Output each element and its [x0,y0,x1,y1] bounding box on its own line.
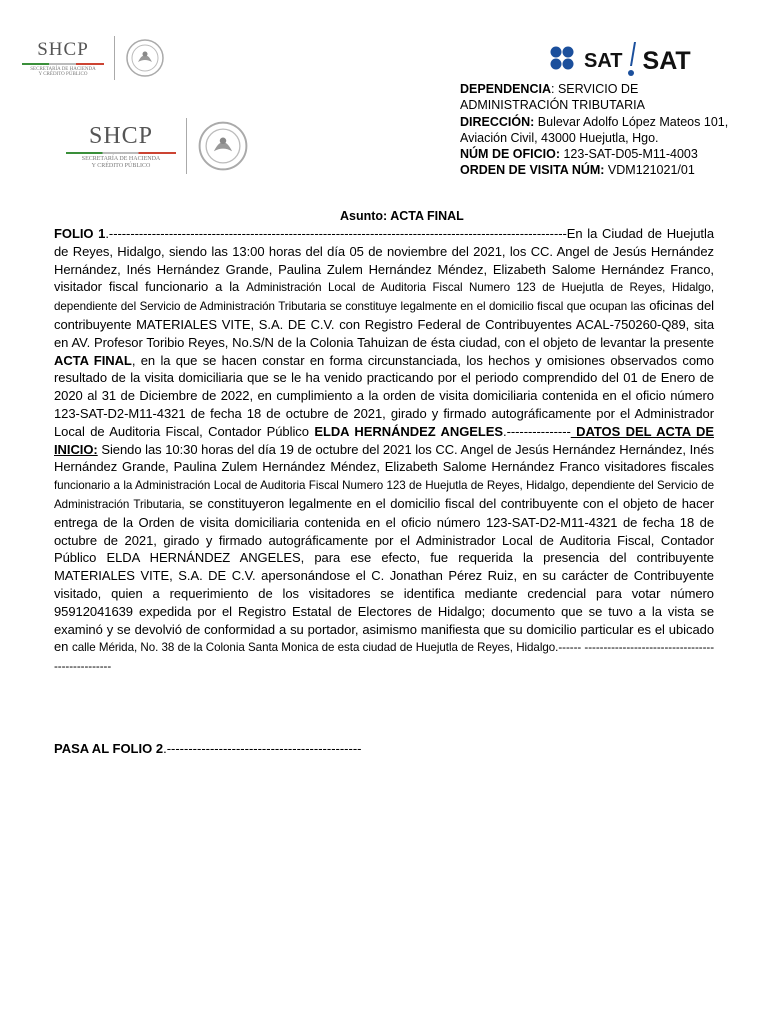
document-subject: Asunto: ACTA FINAL [340,209,464,223]
next-folio-label: PASA AL FOLIO 2 [54,741,164,756]
body-paragraph-6: se constituyeron legalmente en el domicilio fiscal del contribuyente con el objeto de hacer entrega de la Orden de visita domiciliaria contenida en el oficio número 123-SAT-D2-M11-4321 de fecha 18 de octubre de 2021, girado y firmado autográficamente por el Administrador Local de Auditoria Fiscal, Contador Público ELDA HERNÁNDEZ ANGELES, para ese efecto, fue requerida la presencia del contribuyente MATERIALES VITE, S.A. DE C.V. apersonándose el C. Jonathan Pérez Ruiz, en su carácter de Contribuyente visitado, quien a requerimiento de los visitadores se identifica mediante credencial para votar número 95912041639 expedida por el Registro Estatal de Electores de Hidalgo; documento que se tuvo a la vista se examinó y se devolvió de conformidad a su portador, asimismo manifiesta que su domicilio particular es el ubicado en [54,495,714,655]
next-folio-note [54,741,362,756]
dependencia-value: : SERVICIO DE ADMINISTRACIÓN TRIBUTARIA [460,82,645,113]
logo-divider [186,118,187,174]
orden-visita-label: ORDEN DE VISITA NÚM: [460,163,605,178]
body-dashes: .--------------- [503,423,571,439]
folio-label: FOLIO 1 [54,226,106,241]
acta-final-emphasis: ACTA FINAL [54,352,132,368]
orden-visita-value: VDM121021/01 [604,163,695,178]
direccion-value: Bulevar Adolfo López Mateos 101, Aviación Civil, 43000 Huejutla, Hgo. [460,114,729,145]
body-paragraph-1: .-----------------------------------------------------------------------------------------------------------En la Ciudad de Huejutla de Reyes, Hidalgo, siendo las 13:00 horas del día 05 de noviembre del 2021, los CC. Angel de Jesús Hernández Hernández, Inés Hernández Grande, Paulina Zulem Hernández Méndez, Elizabeth Salome Hernández Franco, visitador fiscal funcionario a la [54,226,714,295]
oficio-value: 123-SAT-D05-M11-4003 [560,147,698,162]
body-paragraph-3: , en la que se hacen constar en forma circunstanciada, los hechos y omisiones observados como resultado de la visita domiciliaria que se le ha venido practicando por el periodo comprendido del 01 de Enero de 2020 al 31 de Diciembre de 2022, en cumplimiento a la orden de visita domiciliaria contenida en el oficio número 123-SAT-D2-M11-4321 de fecha 18 de octubre de 2021, girado y firmado autográficamente por el Administrador Local de Auditoria Fiscal, Contador Público [54,352,714,439]
logo-divider [114,36,115,80]
body-paragraph-5-small: funcionario a la Administración Local de Auditoria Fiscal Numero 123 de Huejutla de Reyes, Hidalgo, dependiente del Servicio de Administración Tributaria, [54,479,714,511]
shcp-subtitle-2: Y CRÉDITO PÚBLICO [91,162,151,169]
shcp-subtitle-1: SECRETARÍA DE HACIENDA [30,66,96,72]
shcp-subtitle-2: Y CRÉDITO PÚBLICO [38,72,88,77]
sat-slash-icon [625,40,641,82]
shcp-color-rule [22,63,104,65]
oficio-label: NÚM DE OFICIO: [460,147,560,162]
shcp-logo-small [22,36,165,80]
sat-wordmark: SAT [584,49,623,72]
shcp-wordmark: SHCP [37,38,89,60]
body-paragraph-5: Siendo las 10:30 horas del día 19 de octubre del 2021 los CC. Angel de Jesús Hernández Hernández, Inés Hernández Grande, Paulina Zulem Hernández Méndez, Elizabeth Salome Hernández Franco visitadores fiscales [54,441,714,475]
shcp-subtitle-1: SECRETARÍA DE HACIENDA [81,155,161,162]
direccion-label: DIRECCIÓN: [460,114,535,129]
body-paragraph-1-small: Administración Local de Auditoria Fiscal Numero 123 de Huejutla de Reyes, Hidalgo, dependiente del Servicio de Administración Tributaria se constituye legalmente en el domicilio fiscal que ocupan las [54,281,714,314]
national-seal-icon [125,38,165,78]
national-seal-icon [197,120,249,172]
shcp-logo-large [66,118,249,174]
document-header-info [460,81,740,179]
dependencia-label: DEPENDENCIA [460,82,551,96]
elda-name-emphasis: ELDA HERNÁNDEZ ANGELES [314,423,504,439]
shcp-color-rule [66,152,176,154]
datos-acta-inicio-heading: DATOS DEL ACTA DE INICIO: [54,423,714,457]
sat-wordmark-2: SAT [642,46,691,75]
body-paragraph-2: oficinas del contribuyente MATERIALES VITE, S.A. DE C.V. con Registro Federal de Contribuyentes ACAL-750260-Q89, sita en AV. Profesor Toribio Reyes, No.S/N de la Colonia Tahuizan de ésta ciudad, con el objeto de levantar la presente [54,298,714,350]
sat-logo [548,40,691,82]
document-body [54,225,714,676]
sat-emblem-icon [548,44,582,78]
next-folio-dashes: .--------------------------------------------- [163,741,362,756]
shcp-wordmark: SHCP [88,122,154,149]
body-paragraph-6-small: calle Mérida, No. 38 de la Colonia Santa Monica de esta ciudad de Huejutla de Reyes, Hidalgo.------ ------------------------------------------------- [54,641,715,674]
